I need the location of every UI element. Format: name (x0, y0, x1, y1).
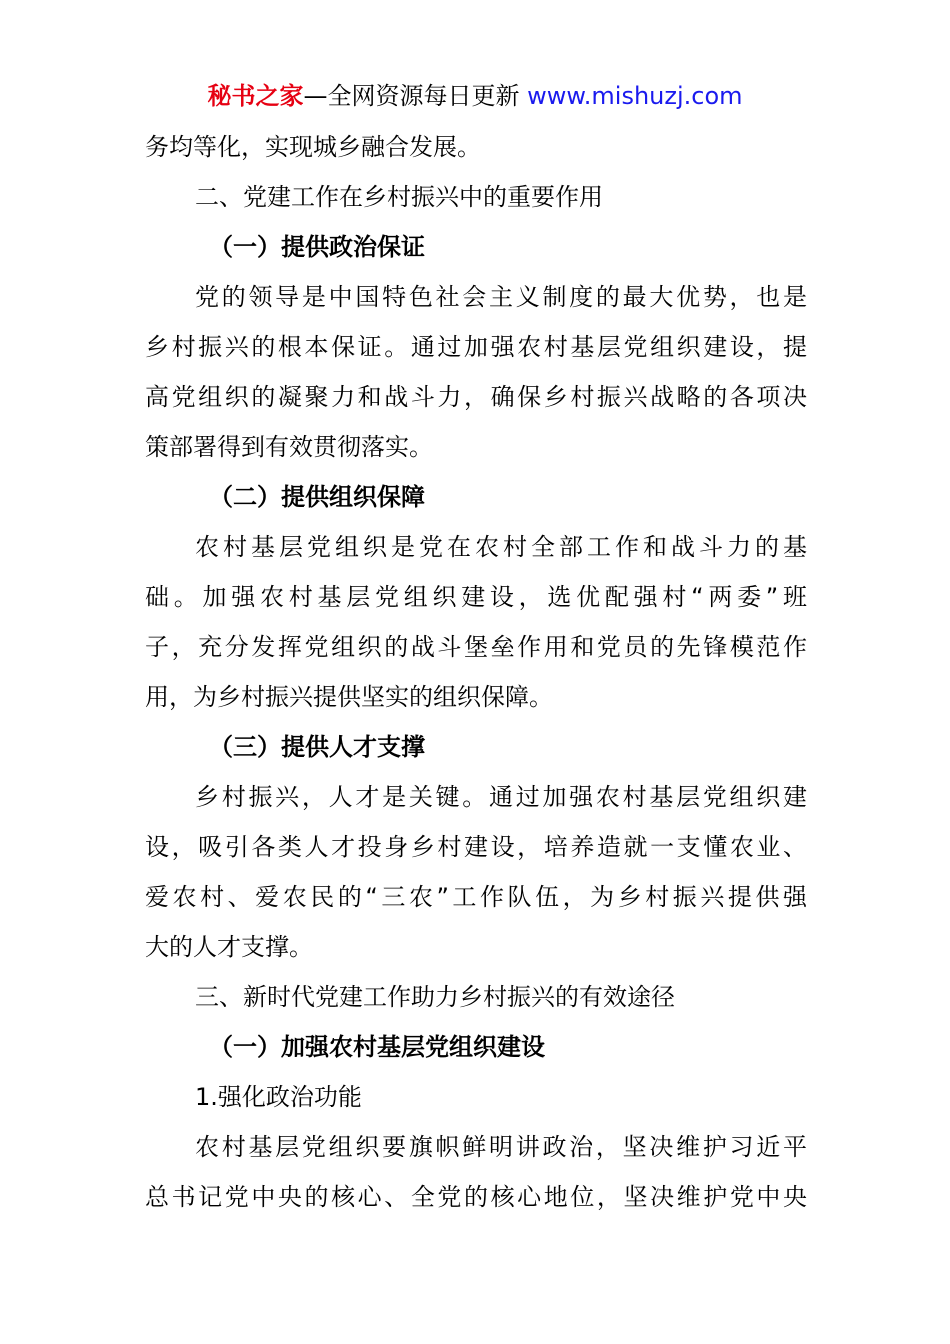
paragraph-line: 础。加强农村基层党组织建设，选优配强村“两委”班 (145, 583, 807, 611)
section-heading: 三、新时代党建工作助力乡村振兴的有效途径 (195, 983, 675, 1011)
subsection-heading: （一）加强农村基层党组织建设 (209, 1033, 545, 1061)
paragraph-line: 子，充分发挥党组织的战斗堡垒作用和党员的先锋模范作 (145, 633, 807, 661)
paragraph-line: 乡村振兴，人才是关键。通过加强农村基层党组织建 (195, 783, 807, 811)
item-heading: 1.强化政治功能 (195, 1083, 362, 1111)
paragraph-line: 设，吸引各类人才投身乡村建设，培养造就一支懂农业、 (145, 833, 807, 861)
paragraph-line: 农村基层党组织要旗帜鲜明讲政治，坚决维护习近平 (195, 1133, 807, 1161)
paragraph-line: 爱农村、爱农民的“三农”工作队伍，为乡村振兴提供强 (145, 883, 807, 911)
site-url[interactable]: www.mishuzj.com (527, 82, 743, 110)
paragraph-line: 高党组织的凝聚力和战斗力，确保乡村振兴战略的各项决 (145, 383, 807, 411)
subsection-heading: （二）提供组织保障 (209, 483, 425, 511)
header-tagline: —全网资源每日更新 (303, 82, 528, 110)
page-header (0, 80, 950, 112)
paragraph-line: 用，为乡村振兴提供坚实的组织保障。 (145, 683, 553, 711)
paragraph-line: 党的领导是中国特色社会主义制度的最大优势，也是 (195, 283, 807, 311)
paragraph-line: 务均等化，实现城乡融合发展。 (145, 133, 481, 161)
paragraph-line: 大的人才支撑。 (145, 933, 313, 961)
paragraph-line: 总书记党中央的核心、全党的核心地位，坚决维护党中央 (145, 1183, 807, 1211)
paragraph-line: 乡村振兴的根本保证。通过加强农村基层党组织建设，提 (145, 333, 807, 361)
subsection-heading: （三）提供人才支撑 (209, 733, 425, 761)
paragraph-line: 策部署得到有效贯彻落实。 (145, 433, 433, 461)
paragraph-line: 农村基层党组织是党在农村全部工作和战斗力的基 (195, 533, 807, 561)
subsection-heading: （一）提供政治保证 (209, 233, 425, 261)
document-body (145, 122, 807, 1222)
section-heading: 二、党建工作在乡村振兴中的重要作用 (195, 183, 603, 211)
brand-name: 秘书之家 (207, 82, 304, 110)
